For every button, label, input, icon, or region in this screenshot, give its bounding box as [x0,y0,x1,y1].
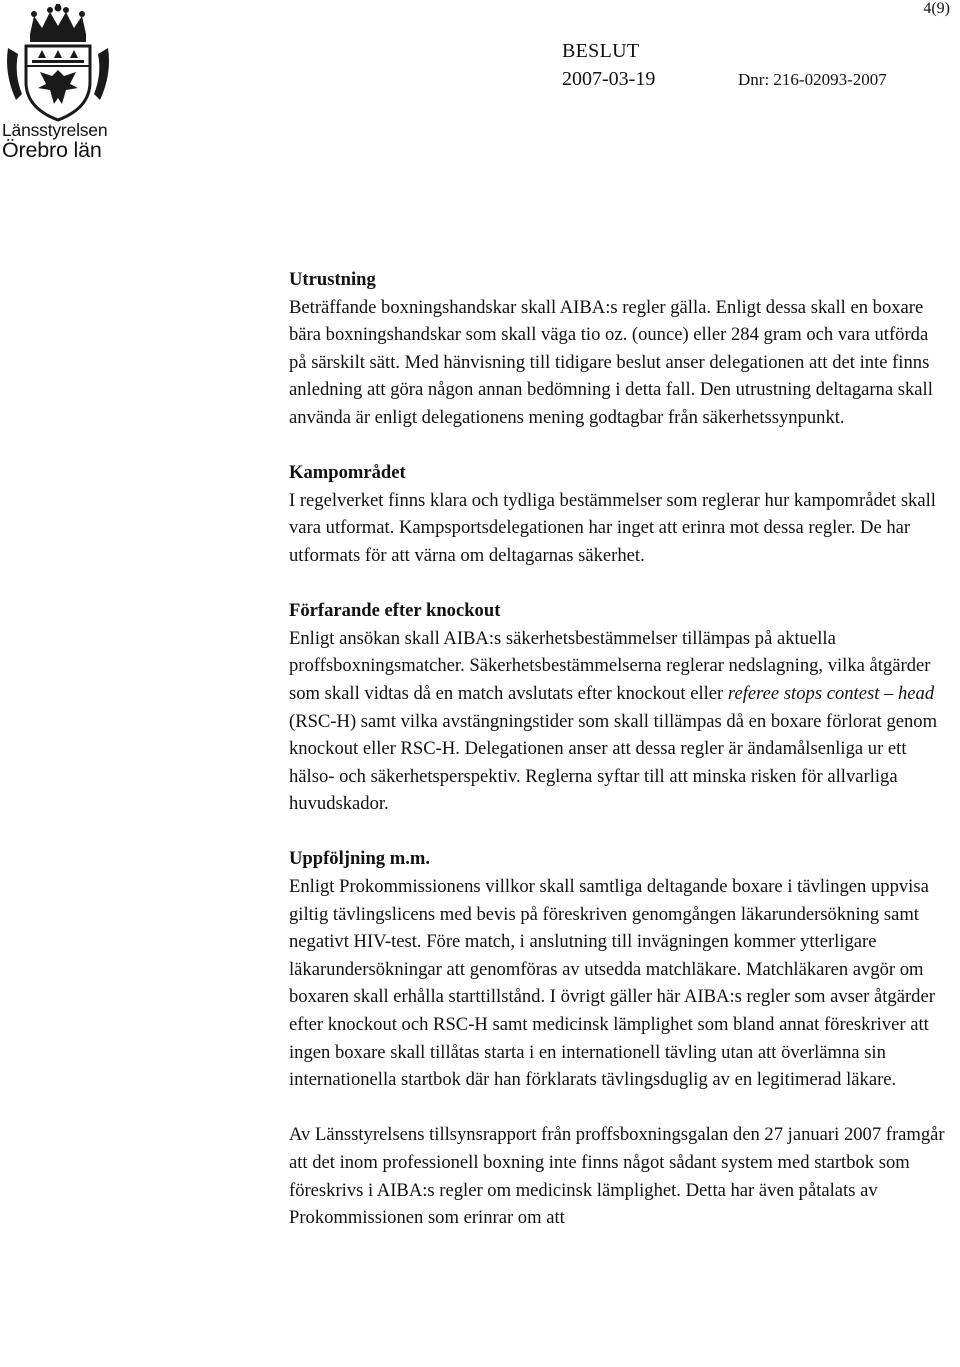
italic-term-referee-stops-contest: referee stops contest [727,682,880,704]
section-paragraph: I regelverket finns klara och tydliga bestämmelser som reglerar hur kampområdet skall vara utformat. Kampsportsdelegationen har inget att erinra mot dessa regler. De har utformats för att värna om deltagarnas säkerhet. [289,489,936,566]
section-paragraph: Beträffande boxningshandskar skall AIBA:s regler gälla. Enligt dessa skall en boxare bära boxningshandskar som skall väga tio oz. (ounce) eller 284 gram och vara utförda på särskilt sätt. Med hänvisning till tidigare beslut anser delegationen att det inte finns anledning att göra någon annan bedömning i detta fall. Den utrustning deltagarna skall använda är enligt delegationens mening godtagbar från säkerhetssynpunkt. [289,296,933,428]
italic-term-head: head [897,682,935,704]
section-heading: Utrustning [289,269,376,290]
section-tillsynsrapport [289,1121,949,1231]
page-number: 4(9) [923,0,950,17]
paragraph-text-before: Enligt ansökan skall AIBA:s säkerhetsbestämmelser tillämpas på aktuella proffsboxningsmatcher. Säkerhetsbestämmelserna reglerar nedslagning, vilka åtgärder som skall vidtas då en match avslutats efter knockout eller [289,627,931,704]
section-paragraph: Av Länsstyrelsens tillsynsrapport från proffsboxningsgalan den 27 januari 2007 framgår att det inom professionell boxning inte finns något sådant system med startbok som föreskrivs i AIBA:s regler om medicinsk lämplighet. Detta har även påtalats av Prokommissionen som erinrar om att [289,1124,945,1229]
section-heading: Uppföljning m.m. [289,848,431,870]
section-forfarande-efter-knockout [289,597,949,818]
italic-dash: – [879,682,898,704]
section-uppfoljning [289,845,949,1093]
logo-text-line1: Länsstyrelsen [2,120,108,140]
logo-text-line2: Örebro län [2,138,102,162]
document-body [289,266,949,1259]
document-reference: Dnr: 216-02093-2007 [738,70,887,89]
crown-shield-icon [2,4,114,122]
section-kampomradet [289,459,949,569]
document-date: 2007-03-19 [562,68,656,90]
section-heading: Förfarande efter knockout [289,600,501,622]
section-heading: Kampområdet [289,462,406,484]
section-utrustning [289,266,949,432]
section-paragraph [289,625,949,818]
section-paragraph: Enligt Prokommissionens villkor skall samtliga deltagande boxare i tävlingen uppvisa giltig tävlingslicens med bevis på föreskriven genomgången läkarundersökning samt negativt HIV-test. Före match, i anslutning till invägningen kommer ytterligare läkarundersökningar att genomföras av utsedda matchläkare. Matchläkaren avgör om boxaren skall erhålla starttillstånd. I övrigt gäller här AIBA:s regler som avser åtgärder efter knockout och RSC-H samt medicinsk lämplighet som bland annat föreskriver att ingen boxare skall tillåtas starta i en internationell tävling utan att överlämna sin internationella startbok där han förklarats tävlingsduglig av en legitimerad läkare. [289,876,935,1091]
paragraph-text-after: (RSC-H) samt vilka avstängningstider som skall tillämpas då en boxare förlorat genom knockout eller RSC-H. Delegationen anser att dessa regler är ändamålsenliga ur ett hälso- och säkerhetsperspektiv. Reglerna syftar till att minska risken för allvarliga huvudskador. [289,710,938,815]
document-type: BESLUT [562,40,640,62]
